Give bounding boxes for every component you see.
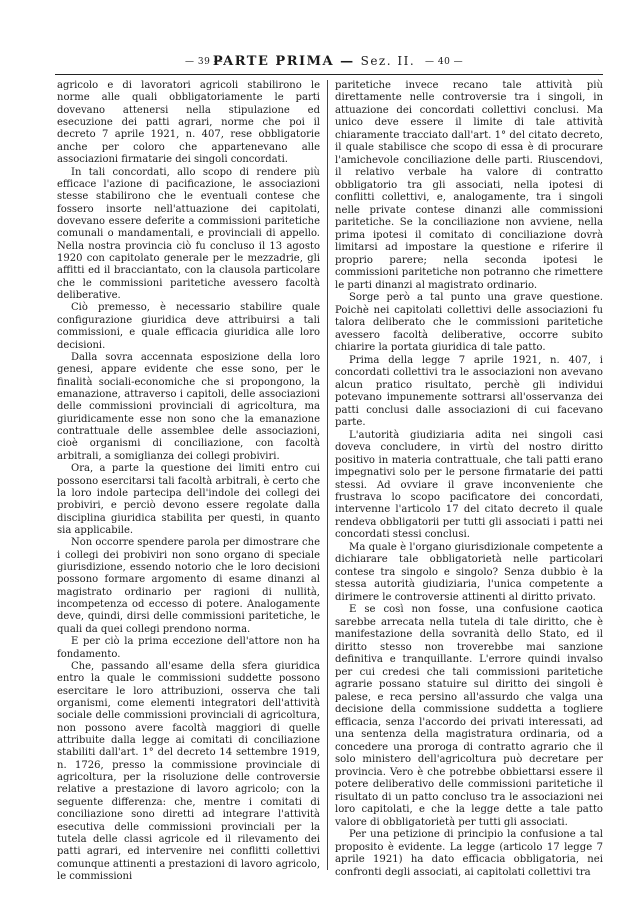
title-text: PARTE PRIMA — — [212, 54, 361, 69]
paragraph: Ciò premesso, è necessario stabilire quale configurazione giuridica deve attribuirsi a tali commissioni, e quale efficacia giuridica alle loro decisioni. — [57, 302, 320, 351]
paragraph: Non occorre spendere parola per dimostrare che i collegi dei probiviri non sono organo di speciale giurisdizione, essendo notorio che le loro decisioni possono formare argomento di esame dinanzi al magistrato ordinario per ragioni di nullità, incompetenza od eccesso di potere. Analogamente deve, quindi, dirsi delle commissioni paritetiche, le quali da quei collegi prendono norma. — [57, 537, 320, 635]
paragraph: agricolo e di lavoratori agricoli stabilirono le norme alle quali obbligatoriamente le parti dovevano attenersi nella stipulazione ed esecuzione dei patti agrari, norme che poi il decreto 7 aprile 1921, n. 407, rese obbligatorie anche per coloro che appartenevano alle associazioni firmatarie dei singoli concordati. — [57, 80, 320, 166]
paragraph: L'autorità giudiziaria adita nei singoli casi doveva concludere, in virtù del nostro diritto positivo in materia contrattuale, che tali patti erano impegnativi solo per le persone firmatarie dei patti stessi. Ad ovviare il grave inconveniente che frustrava lo scopo pacificatore dei concordati, intervenne l'articolo 17 del citato decreto il quale rendeva obbligatorii per tutti gli associati i patti nei concordati stessi conclusi. — [335, 429, 603, 541]
column-divider — [327, 80, 328, 870]
paragraph: Prima della legge 7 aprile 1921, n. 407, i concordati collettivi tra le associazioni non avevano alcun pratico risultato, perchè gli individui potevano impunemente sottrarsi all'osservanza dei patti conclusi dalle associazioni di cui facevano parte. — [335, 354, 603, 429]
left-column — [57, 80, 320, 883]
header-rule — [55, 74, 603, 75]
paragraph: Che, passando all'esame della sfera giuridica entro la quale le commissioni suddette possono esercitare le loro attribuzioni, osserva che tali organismi, come elementi integratori dell'attività sociale delle commissioni provinciali di agricoltura, non possono avere facoltà maggiori di quelle attribuite dalla legge ai comitati di conciliazione stabiliti dall'art. 1° del decreto 14 settembre 1919, n. 1726, presso la commissione provinciale di agricoltura, per la risoluzione delle controversie relative a prestazione di lavoro agricolo; con la seguente differenza: che, mentre i comitati di conciliazione sono diretti ad integrare l'attività esecutiva delle commissioni provinciali per la tutela delle classi agricole ed il rilevamento dei patti agrari, ed intervenire nei conflitti collettivi comunque attinenti a prestazioni di lavoro agricolo, le commissioni — [57, 660, 320, 882]
page-number-right: — 40 — — [425, 57, 464, 67]
paragraph: In tali concordati, allo scopo di rendere più efficace l'azione di pacificazione, le associazioni stesse stabilirono che le eventuali contese che fossero insorte nell'attuazione dei capitolati, dovevano essere deferite a commissioni paritetiche comunali o mandamentali, e provinciali di appello. Nella nostra provincia ciò fu concluso il 13 agosto 1920 con capitolato generale per le mezzadrie, gli affitti ed il bracciantato, con la clausola particolare che le commissioni paritetiche avessero facoltà deliberative. — [57, 166, 320, 302]
page-number-left: — 39 — — [185, 57, 224, 67]
paragraph: Ma quale è l'organo giurisdizionale competente a dichiarare tale obbligatorietà nelle particolari contese tra singolo e singolo? Senza dubbio è la stessa autorità giudiziaria, l'unica competente a dirimere le controversie attinenti al diritto privato. — [335, 541, 603, 603]
paragraph: E per ciò la prima eccezione dell'attore non ha fondamento. — [57, 636, 320, 660]
paragraph: Per una petizione di principio la confusione a tal proposito è evidente. La legge (articolo 17 legge 7 aprile 1921) ha dato efficacia obbligatoria, nei confronti degli associati, ai capitolati collettivi tra — [335, 829, 603, 878]
right-column — [335, 80, 603, 879]
section-label: Sez. II. — [360, 54, 416, 68]
paragraph: Ora, a parte la questione dei limiti entro cui possono esercitarsi tali facoltà arbitrali, è certo che la loro indole partecipa dell'indole dei collegi dei probiviri, e perciò devono essere regolate dalla disciplina giuridica stabilita per questi, in quanto sia applicabile. — [57, 463, 320, 536]
paragraph: Sorge però a tal punto una grave questione. Poichè nei capitolati collettivi delle associazioni fu talora deliberato che le commissioni paritetiche avessero facoltà deliberative, occorre subito chiarire la portata giuridica di tale patto. — [335, 292, 603, 354]
page-header — [0, 54, 628, 71]
running-title — [0, 54, 628, 69]
paragraph: Dalla sovra accennata esposizione della loro genesi, appare evidente che esse sono, per le finalità sociali-economiche che si propongono, la emanazione, attraverso i capitoli, delle associazioni delle commissioni provinciali di agricoltura, ma giuridicamente esse non sono che la emanazione contrattuale delle assemblee delle associazioni, cioè organismi di conciliazione, con facoltà arbitrali, a somiglianza dei collegi probiviri. — [57, 351, 320, 462]
paragraph: paritetiche invece recano tale attività più direttamente nelle controversie tra i singoli, in attuazione dei concordati collettivi conclusi. Ma unico deve essere il limite di tale attività chiaramente tracciato dall'art. 1° del citato decreto, il quale stabilisce che scopo di essa è di procurare l'amichevole conciliazione delle parti. Riuscendovi, il relativo verbale ha valore di contratto obbligatorio tra gli associati, nella ipotesi di conflitti collettivi, e, analogamente, tra i singoli nelle private contese dinanzi alle commissioni paritetiche. Se la conciliazione non avviene, nella prima ipotesi il comitato di conciliazione dovrà limitarsi ad impostare la questione e riferire il proprio parere; nella seconda ipotesi le commissioni paritetiche non potranno che rimettere le parti dinanzi al magistrato ordinario. — [335, 80, 603, 291]
paragraph: E se così non fosse, una confusione caotica sarebbe arrecata nella tutela di tale diritto, che è manifestazione della sovranità dello Stato, ed il diritto stesso non troverebbe mai sanzione definitiva e tranquillante. L'errore quindi invalso per cui credesi che tali commissioni paritetiche agrarie possano statuire sul diritto dei singoli è palese, e reca persino all'assurdo che valga una decisione della commissione suddetta a togliere efficacia, senza l'accordo dei privati interessati, ad una sentenza della magistratura ordinaria, od a concedere una proroga di contratto agrario che il solo ministero dell'agricoltura può decretare per provincia. Vero è che potrebbe obbiettarsi essere il potere deliberativo delle commissioni paritetiche il risultato di un patto concluso tra le associazioni nei loro capitolati, e che la legge dette a tale patto valore di obbligatorietà per tutti gli associati. — [335, 604, 603, 828]
